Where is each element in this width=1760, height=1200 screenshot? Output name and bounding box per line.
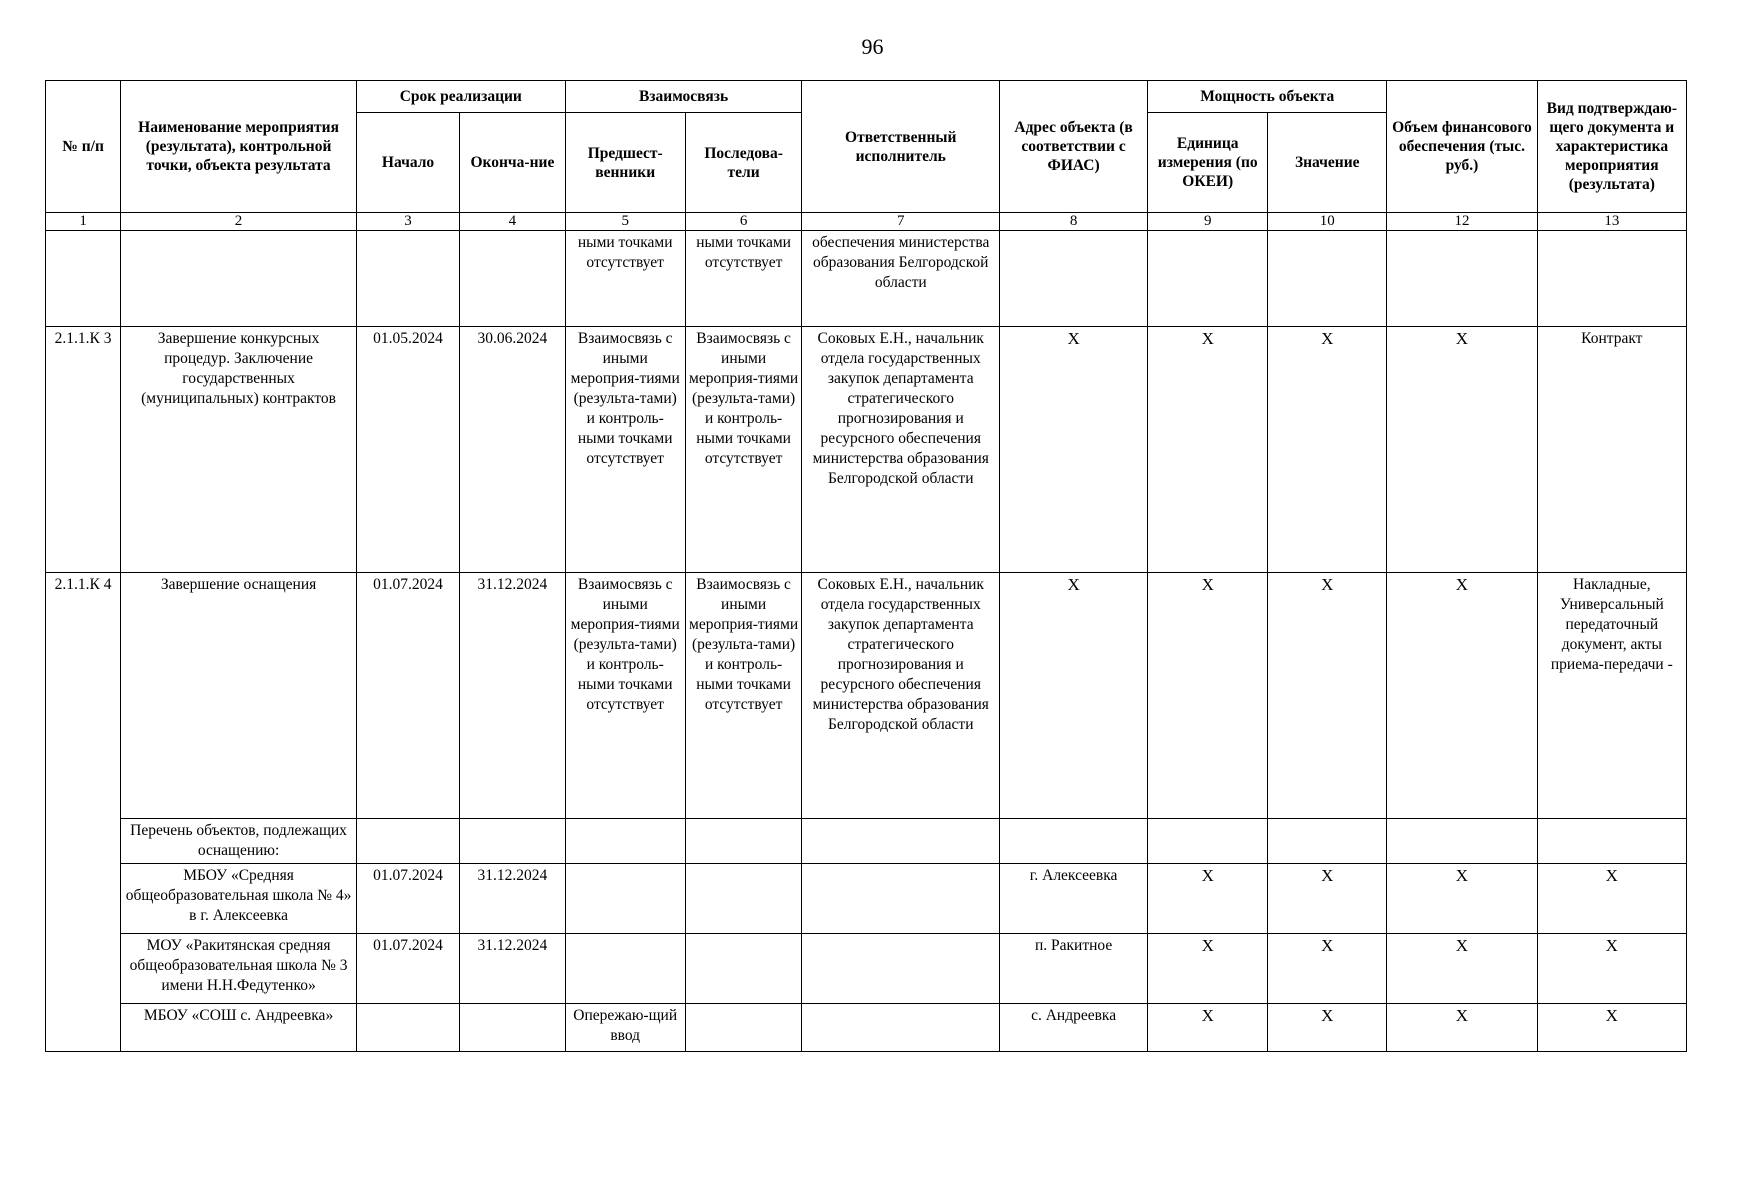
activities-table [45, 80, 1687, 1052]
table-row [46, 327, 1687, 573]
cell-value: X [1268, 573, 1387, 819]
cell-address: X [1000, 573, 1148, 819]
cell-unit: X [1148, 327, 1268, 573]
cell-responsible [802, 1004, 1000, 1052]
table-row-continuation [46, 231, 1687, 327]
cell-document: X [1537, 1004, 1686, 1052]
cell-address [1000, 231, 1148, 327]
cell-value [1268, 231, 1387, 327]
column-number: 9 [1148, 213, 1268, 231]
cell-start: 01.07.2024 [356, 934, 459, 1004]
cell-successors [685, 864, 802, 934]
cell-document: X [1537, 864, 1686, 934]
cell-value: X [1268, 934, 1387, 1004]
cell-responsible [802, 864, 1000, 934]
cell-finance [1387, 819, 1537, 864]
header-col-end: Оконча-ние [460, 113, 566, 213]
header-group-capacity: Мощность объекта [1148, 81, 1387, 113]
cell-start: 01.05.2024 [356, 327, 459, 573]
cell-value: X [1268, 1004, 1387, 1052]
column-number: 12 [1387, 213, 1537, 231]
column-number-row [46, 213, 1687, 231]
cell-document [1537, 819, 1686, 864]
cell-responsible [802, 819, 1000, 864]
cell-successors: ными точками отсутствует [685, 231, 802, 327]
cell-predecessors: ными точками отсутствует [565, 231, 685, 327]
cell-value: X [1268, 864, 1387, 934]
column-number: 3 [356, 213, 459, 231]
cell-responsible: обеспечения министерства образования Белгородской области [802, 231, 1000, 327]
cell-name [121, 231, 357, 327]
cell-name: МБОУ «СОШ с. Андреевка» [121, 1004, 357, 1052]
column-number: 2 [121, 213, 357, 231]
cell-address: г. Алексеевка [1000, 864, 1148, 934]
header-col-successors: Последова-тели [685, 113, 802, 213]
cell-unit: X [1148, 864, 1268, 934]
cell-end: 31.12.2024 [460, 573, 566, 819]
cell-responsible [802, 934, 1000, 1004]
cell-start: 01.07.2024 [356, 573, 459, 819]
cell-unit: X [1148, 1004, 1268, 1052]
cell-finance: X [1387, 573, 1537, 819]
column-number: 4 [460, 213, 566, 231]
header-row-top [46, 81, 1687, 113]
cell-no: 2.1.1.К 3 [46, 327, 121, 573]
cell-address [1000, 819, 1148, 864]
object-row [46, 934, 1687, 1004]
cell-document: Накладные, Универсальный передаточный документ, акты приема-передачи - [1537, 573, 1686, 819]
header-col-responsible: Ответственный исполнитель [802, 81, 1000, 213]
header-col-no: № п/п [46, 81, 121, 213]
table-row [46, 573, 1687, 819]
cell-unit: X [1148, 573, 1268, 819]
cell-unit [1148, 819, 1268, 864]
column-number: 8 [1000, 213, 1148, 231]
column-number: 6 [685, 213, 802, 231]
cell-successors [685, 934, 802, 1004]
column-number: 1 [46, 213, 121, 231]
cell-finance: X [1387, 327, 1537, 573]
cell-no [46, 231, 121, 327]
cell-end: 31.12.2024 [460, 864, 566, 934]
column-number: 5 [565, 213, 685, 231]
cell-start: 01.07.2024 [356, 864, 459, 934]
cell-start [356, 1004, 459, 1052]
cell-document: Контракт [1537, 327, 1686, 573]
header-group-period: Срок реализации [356, 81, 565, 113]
cell-start [356, 819, 459, 864]
header-col-name: Наименование мероприятия (результата), контрольной точки, объекта результата [121, 81, 357, 213]
cell-responsible: Соковых Е.Н., начальник отдела государственных закупок департамента стратегического прогнозирования и ресурсного обеспечения министерства образования Белгородской области [802, 327, 1000, 573]
cell-address: с. Андреевка [1000, 1004, 1148, 1052]
cell-document [1537, 231, 1686, 327]
column-number: 13 [1537, 213, 1686, 231]
cell-successors: Взаимосвязь с иными мероприя-тиями (результа-тами) и контроль-ными точками отсутствует [685, 327, 802, 573]
cell-no: 2.1.1.К 4 [46, 573, 121, 1052]
column-number: 7 [802, 213, 1000, 231]
header-group-link: Взаимосвязь [565, 81, 802, 113]
header-col-start: Начало [356, 113, 459, 213]
cell-successors [685, 1004, 802, 1052]
cell-finance: X [1387, 864, 1537, 934]
header-col-document: Вид подтверждаю-щего документа и характеристика мероприятия (результата) [1537, 81, 1686, 213]
object-row [46, 864, 1687, 934]
cell-start [356, 231, 459, 327]
cell-predecessors [565, 934, 685, 1004]
cell-name: МБОУ «Средняя общеобразовательная школа № 4» в г. Алексеевка [121, 864, 357, 934]
cell-predecessors [565, 819, 685, 864]
cell-successors [685, 819, 802, 864]
cell-predecessors: Взаимосвязь с иными мероприя-тиями (результа-тами) и контроль-ными точками отсутствует [565, 327, 685, 573]
cell-end [460, 231, 566, 327]
cell-unit: X [1148, 934, 1268, 1004]
header-col-address: Адрес объекта (в соответствии с ФИАС) [1000, 81, 1148, 213]
objects-heading-row [46, 819, 1687, 864]
cell-end [460, 1004, 566, 1052]
object-row [46, 1004, 1687, 1052]
cell-name: Завершение оснащения [121, 573, 357, 819]
cell-end: 30.06.2024 [460, 327, 566, 573]
column-number: 10 [1268, 213, 1387, 231]
cell-predecessors: Взаимосвязь с иными мероприя-тиями (результа-тами) и контроль-ными точками отсутствует [565, 573, 685, 819]
cell-address: X [1000, 327, 1148, 573]
cell-finance [1387, 231, 1537, 327]
cell-end [460, 819, 566, 864]
cell-predecessors [565, 864, 685, 934]
cell-document: X [1537, 934, 1686, 1004]
cell-finance: X [1387, 1004, 1537, 1052]
page-number: 96 [861, 34, 884, 59]
cell-finance: X [1387, 934, 1537, 1004]
header-col-predecessors: Предшест-венники [565, 113, 685, 213]
cell-name: МОУ «Ракитянская средняя общеобразовательная школа № 3 имени Н.Н.Федутенко» [121, 934, 357, 1004]
objects-heading: Перечень объектов, подлежащих оснащению: [121, 819, 357, 864]
cell-name: Завершение конкурсных процедур. Заключение государственных (муниципальных) контрактов [121, 327, 357, 573]
cell-address: п. Ракитное [1000, 934, 1148, 1004]
cell-value: X [1268, 327, 1387, 573]
cell-value [1268, 819, 1387, 864]
cell-predecessors: Опережаю-щий ввод [565, 1004, 685, 1052]
cell-unit [1148, 231, 1268, 327]
cell-responsible: Соковых Е.Н., начальник отдела государственных закупок департамента стратегического прогнозирования и ресурсного обеспечения министерства образования Белгородской области [802, 573, 1000, 819]
cell-successors: Взаимосвязь с иными мероприя-тиями (результа-тами) и контроль-ными точками отсутствует [685, 573, 802, 819]
header-col-unit: Единица измерения (по ОКЕИ) [1148, 113, 1268, 213]
header-col-value: Значение [1268, 113, 1387, 213]
cell-end: 31.12.2024 [460, 934, 566, 1004]
header-col-finance: Объем финансового обеспечения (тыс. руб.) [1387, 81, 1537, 213]
